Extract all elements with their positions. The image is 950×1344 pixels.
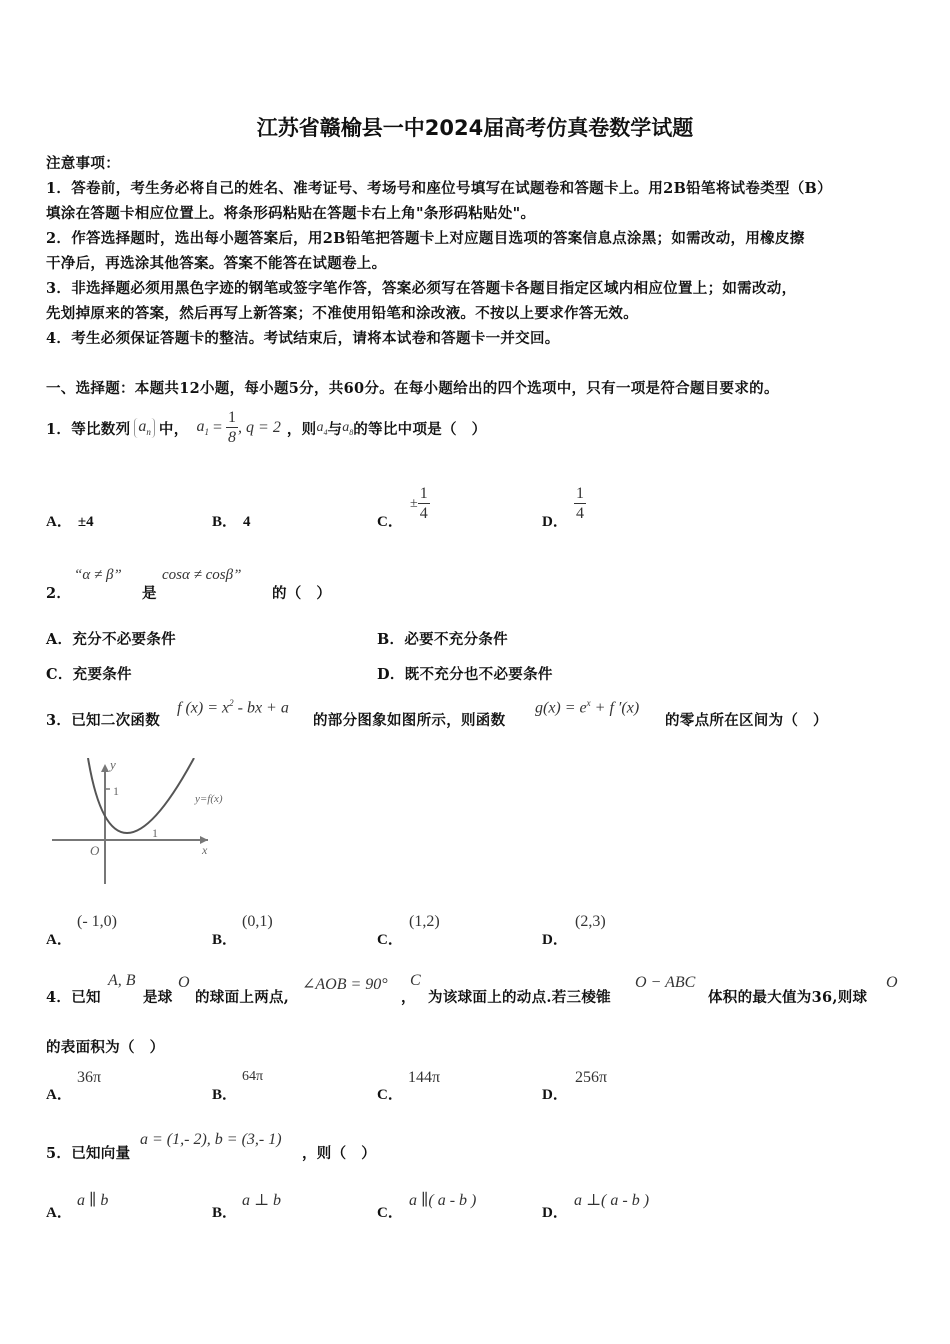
q1-a8: $a_8$: [342, 419, 354, 437]
q4-option-d-label[interactable]: D．: [542, 1087, 568, 1103]
q4-pyramid: O − ABC: [635, 974, 696, 991]
graph-x-tick: 1: [152, 826, 158, 840]
section-heading: 一、选择题：本题共12小题，每小题5分，共60分。在每小题给出的四个选项中，只有一项是符合题目要求的。: [46, 380, 779, 397]
q1-stem: 中，: [158, 420, 189, 438]
notice-line: 3．非选择题必须用黑色字迹的钢笔或签字笔作答，答案必须写在答题卡各题目指定区域内相应位置上；如需改动，: [46, 280, 797, 297]
q1-sequence: $a_n$: [134, 418, 155, 437]
question-1: [46, 410, 486, 446]
q4-stem: 4．已知: [46, 989, 101, 1006]
q1-option-d-label[interactable]: D．: [542, 514, 568, 530]
q3-option-d[interactable]: (2,3): [575, 913, 606, 930]
q3-stem: 3．已知二次函数: [46, 712, 160, 729]
q5-stem: 5．已知向量: [46, 1145, 131, 1162]
q4-stem: 的球面上两点,: [195, 989, 290, 1006]
q4-option-c[interactable]: 144π: [408, 1069, 441, 1086]
q3-function-g: $g(x) = e^x + f$ ′(x): [535, 698, 640, 717]
notice-line: 干净后，再选涂其他答案。答案不能答在试题卷上。: [46, 255, 387, 272]
graph-origin: O: [90, 843, 100, 858]
notice-line: 填涂在答题卡相应位置上。将条形码粘贴在答题卡右上角"条形码粘贴处"。: [46, 205, 536, 222]
q3-stem: 的部分图象如图所示，则函数: [313, 712, 506, 729]
q1-option-b[interactable]: B． 4: [212, 514, 251, 530]
q4-option-a[interactable]: 36π: [77, 1069, 102, 1086]
q5-option-c[interactable]: a ∥( a - b ): [409, 1192, 477, 1209]
q2-condition-1: “α ≠ β”: [74, 567, 122, 583]
q1-stem: 与: [327, 420, 343, 438]
q2-option-d[interactable]: D．既不充分也不必要条件: [377, 666, 553, 683]
q3-option-b[interactable]: (0,1): [242, 913, 273, 930]
page-title: 江苏省赣榆县一中2024届高考仿真卷数学试题: [256, 116, 694, 140]
graph-y-label: y: [110, 758, 116, 772]
graph-y-tick: 1: [113, 784, 119, 798]
q4-option-b[interactable]: 64π: [242, 1069, 264, 1084]
q5-option-b-label[interactable]: B．: [212, 1205, 238, 1221]
q1-option-c-label[interactable]: C．: [377, 514, 403, 530]
notice-heading: 注意事项：: [46, 155, 120, 172]
graph-x-label: x: [202, 843, 208, 857]
q1-stem: 的等比中项是（ ）: [353, 420, 487, 438]
q3-option-a-label[interactable]: A．: [46, 932, 72, 948]
q3-option-b-label[interactable]: B．: [212, 932, 238, 948]
q4-stem: ，: [401, 989, 416, 1006]
q5-stem: ，则（ ）: [302, 1145, 376, 1162]
q2-condition-2: cosα ≠ cosβ”: [162, 567, 242, 583]
q4-stem: 为该球面上的动点.若三棱锥: [428, 989, 611, 1006]
q4-points-ab: A, B: [108, 972, 136, 989]
q2-number: 2．: [46, 585, 72, 602]
q1-option-d[interactable]: $\frac{1}{4}$: [576, 485, 584, 522]
graph-curve-label: y=f(x): [195, 793, 223, 805]
q2-option-c[interactable]: C．充要条件: [46, 666, 132, 683]
q3-graph: [48, 758, 243, 892]
q3-option-c[interactable]: (1,2): [409, 913, 440, 930]
notice-line: 先划掉原来的答案，然后再写上新答案；不准使用铅笔和涂改液。不按以上要求作答无效。: [46, 305, 638, 322]
q1-a1: $a_1$: [196, 418, 209, 438]
q3-option-c-label[interactable]: C．: [377, 932, 403, 948]
q3-stem: 的零点所在区间为（ ）: [665, 712, 828, 729]
q4-sphere-o: O: [178, 974, 190, 991]
q1-a4: $a_4$: [316, 419, 328, 437]
q5-option-d[interactable]: a ⊥( a - b ): [574, 1192, 650, 1209]
q1-stem: 1．等比数列: [46, 420, 131, 438]
q1-q-value: , q = 2: [238, 419, 281, 436]
q4-option-a-label[interactable]: A．: [46, 1087, 72, 1103]
notice-line: 4．考生必须保证答题卡的整洁。考试结束后，请将本试卷和答题卡一并交回。: [46, 330, 560, 347]
q4-option-b-label[interactable]: B．: [212, 1087, 238, 1103]
q4-point-c: C: [410, 972, 421, 989]
q4-stem: 的表面积为（ ）: [46, 1039, 165, 1056]
q1-option-c[interactable]: ± $\frac{1}{4}$: [410, 485, 428, 522]
q2-stem: 是: [142, 585, 157, 602]
q5-vectors: a = (1,- 2), b = (3,- 1): [140, 1131, 282, 1148]
q5-option-a[interactable]: a ∥ b: [77, 1192, 109, 1209]
q2-option-a[interactable]: A．充分不必要条件: [46, 631, 176, 648]
q4-sphere-o: O: [886, 974, 898, 991]
q5-option-c-label[interactable]: C．: [377, 1205, 403, 1221]
q1-stem: ，则: [286, 420, 317, 438]
q3-function-f: f $(x) = x^2$ - bx + a: [177, 698, 289, 717]
q4-option-c-label[interactable]: C．: [377, 1087, 403, 1103]
notice-line: 2．作答选择题时，选出每小题答案后，用2B铅笔把答题卡上对应题目选项的答案信息点涂黑；如需改动，用橡皮擦: [46, 230, 805, 247]
q2-stem: 的（ ）: [272, 585, 332, 602]
q4-stem: 体积的最大值为36,则球: [708, 989, 868, 1006]
q5-option-a-label[interactable]: A．: [46, 1205, 72, 1221]
q1-option-a[interactable]: A． ±4: [46, 514, 94, 530]
q2-option-b[interactable]: B．必要不充分条件: [377, 631, 508, 648]
q4-option-d[interactable]: 256π: [575, 1069, 608, 1086]
q3-option-d-label[interactable]: D．: [542, 932, 568, 948]
q1-fraction: $\frac{1}{8}$: [228, 409, 237, 446]
q4-stem: 是球: [143, 989, 173, 1006]
notice-line: 1．答卷前，考生务必将自己的姓名、准考证号、考场号和座位号填写在试题卷和答题卡上。用2B铅笔将试卷类型（B）: [46, 180, 832, 197]
q1-equals: =: [213, 419, 223, 436]
q5-option-b[interactable]: a ⊥ b: [242, 1192, 282, 1209]
q3-option-a[interactable]: (- 1,0): [77, 913, 117, 930]
q4-angle: ∠AOB = 90°: [302, 976, 388, 993]
q5-option-d-label[interactable]: D．: [542, 1205, 568, 1221]
